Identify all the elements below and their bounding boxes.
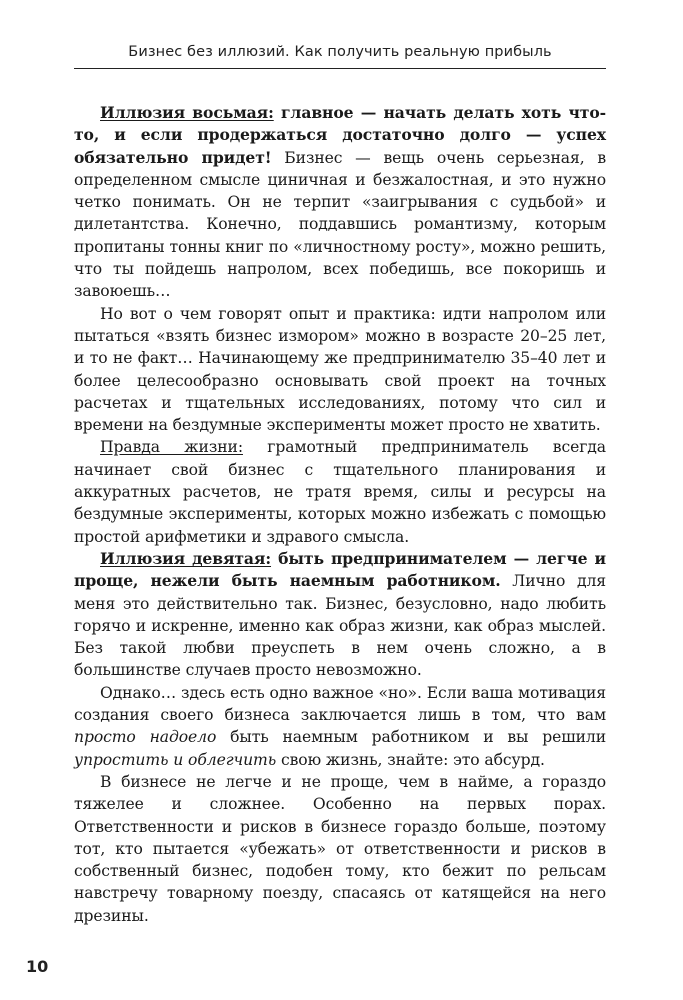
- page-number: 10: [26, 957, 49, 976]
- paragraph-truth-of-life: [74, 436, 606, 547]
- paragraph-experience: [74, 303, 606, 437]
- conclusion-text: В бизнесе не легче и не проще, чем в найме, а гораздо тяжелее и сложнее. Особенно на первых порах. Ответственности и рисков в бизнесе гораздо больше, поэтому тот, кто пытается «убежать» от ответственности и рисков в собственный бизнес, подобен тому, кто бежит по рельсам навстречу товарному поезду, спасаясь от катящейся на него дрезины.: [74, 772, 606, 925]
- truth-of-life-text: грамотный предприниматель всегда начинает свой бизнес с тщательного планирования и аккуратных расчетов, не тратя время, силы и ресурсы на бездумные эксперименты, которых можно избежать с помощью простой арифметики и здравого смысла.: [74, 438, 606, 546]
- paragraph-however: [74, 682, 606, 771]
- illusion-eight-text: Бизнес — вещь очень серьезная, в определенном смысле циничная и безжалостная, и это нужно четко понимать. Он не терпит «заигрывания с судьбой» и дилетантства. Конечно, поддавшись романтизму, которым пропитаны тонны книг по «личностному росту», можно решить, что ты пойдешь напролом, всех победишь, все покоришь и завоюешь…: [74, 148, 607, 301]
- paragraph-illusion-eight: [74, 102, 606, 303]
- header-rule: [74, 68, 606, 69]
- illusion-eight-lead: Иллюзия восьмая:: [100, 103, 274, 122]
- running-title: Бизнес без иллюзий. Как получить реальную прибыль: [128, 44, 552, 60]
- paragraph-illusion-nine: [74, 548, 606, 682]
- illusion-nine-text: Лично для меня это действительно так. Бизнес, безусловно, надо любить горячо и искренне, именно как образ жизни, как образ мыслей. Без такой любви преуспеть в нем очень сложно, а в большинстве случаев просто невозможно.: [74, 572, 606, 680]
- experience-text: Но вот о чем говорят опыт и практика: идти напролом или пытаться «взять бизнес измором» можно в возрасте 20–25 лет, и то не факт… Начинающему же предпринимателю 35–40 лет и более целесообразно основывать свой проект на точных расчетах и тщательных исследованиях, потому что сил и времени на бездумные эксперименты может просто не хватить.: [74, 304, 606, 435]
- truth-of-life-lead: Правда жизни:: [100, 438, 243, 457]
- however-text-1: Однако… здесь есть одно важное «но». Если ваша мотивация создания своего бизнеса заключается лишь в том, что вам: [74, 683, 606, 725]
- paragraph-conclusion: [74, 771, 606, 927]
- illusion-nine-lead: Иллюзия девятая:: [100, 548, 272, 568]
- illusion-eight-statement: главное — начать делать хоть что-то, и если продержаться достаточно долго — успех обязательно придет!: [74, 103, 606, 167]
- however-text-3: свою жизнь, знайте: это абсурд.: [276, 750, 545, 769]
- however-italic-2: упростить и облегчить: [74, 750, 277, 769]
- however-italic-1: просто надоело: [74, 728, 217, 747]
- illusion-nine-statement: быть предпринимателем — легче и проще, нежели быть наемным работником.: [74, 548, 606, 591]
- body-text: [74, 102, 606, 927]
- however-text-2: быть наемным работником и вы решили: [216, 728, 606, 747]
